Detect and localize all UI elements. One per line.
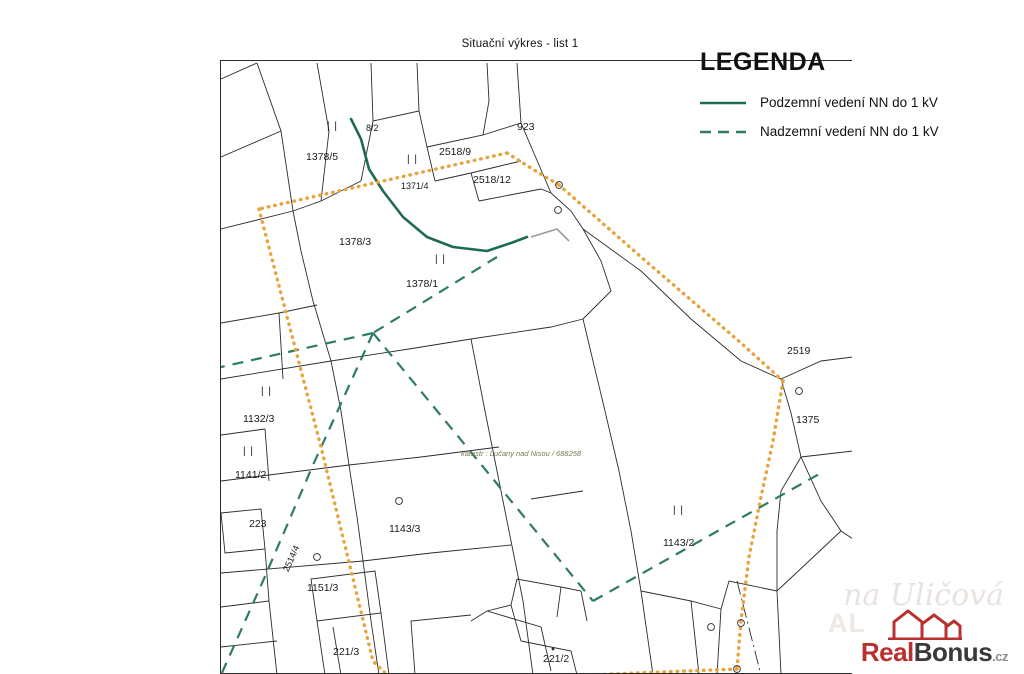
- hatch-mark: | |: [673, 505, 684, 516]
- overhead-nn-line: [221, 257, 821, 674]
- parcel-label-rotated: 2514/4: [281, 543, 302, 574]
- legend: [700, 48, 1000, 153]
- hatch-mark: | |: [407, 154, 418, 165]
- parcel-label: 2518/12: [473, 174, 511, 186]
- hatch-mark: | |: [243, 446, 254, 457]
- legend-title: LEGENDA: [700, 48, 826, 76]
- parcel-label: 1371/4: [401, 181, 429, 191]
- legend-swatch-solid-line: [700, 96, 746, 110]
- parcel-label: 2518/9: [439, 146, 472, 158]
- parcel-label: 1143/2: [663, 537, 695, 549]
- hatch-mark: | |: [261, 386, 272, 397]
- left-margin: [0, 0, 188, 674]
- parcel-label: 1378/3: [339, 236, 372, 248]
- watermark-signature: na Uličová: [843, 578, 1004, 613]
- hatch-mark: | |: [327, 121, 338, 132]
- watermark-brand-real: Real: [860, 637, 914, 667]
- grey-connector: [531, 229, 569, 241]
- parcel-label: 1375: [796, 414, 820, 426]
- survey-boundary: [259, 153, 783, 674]
- parcel-label: 221/3: [333, 646, 360, 658]
- parcel-label: 8/2: [366, 123, 379, 133]
- parcel-label: 1378/1: [406, 278, 439, 290]
- watermark-al-text: AL: [828, 608, 866, 638]
- legend-swatch-dashed-line: [700, 125, 746, 139]
- hatch-mark: | |: [435, 254, 446, 265]
- legend-item-overhead: [700, 124, 1000, 139]
- parcel-label: 223: [249, 518, 267, 530]
- watermark-brand-tld: .cz: [992, 649, 1008, 664]
- watermark-brand-bonus: Bonus: [913, 637, 993, 667]
- cadastre-note: katastr : Lučany nad Nisou / 688258: [461, 449, 582, 458]
- parcel-label: 1132/3: [243, 413, 275, 425]
- legend-item-underground: [700, 95, 1000, 110]
- parcel-label: 2519: [787, 345, 811, 357]
- page-title: Situační výkres - list 1: [461, 38, 579, 50]
- parcel-label: 1141/2: [235, 469, 267, 481]
- parcel-label: 221/2: [543, 653, 570, 665]
- parcel-label: 1151/3: [307, 582, 339, 594]
- survey-points: [314, 182, 803, 673]
- legend-label: Podzemní vedení NN do 1 kV: [760, 95, 938, 110]
- parcel-label: 1378/5: [306, 151, 339, 163]
- legend-label: Nadzemní vedení NN do 1 kV: [760, 124, 939, 139]
- parcel-label: 923: [517, 121, 535, 133]
- parcel-label: 1143/3: [389, 523, 421, 535]
